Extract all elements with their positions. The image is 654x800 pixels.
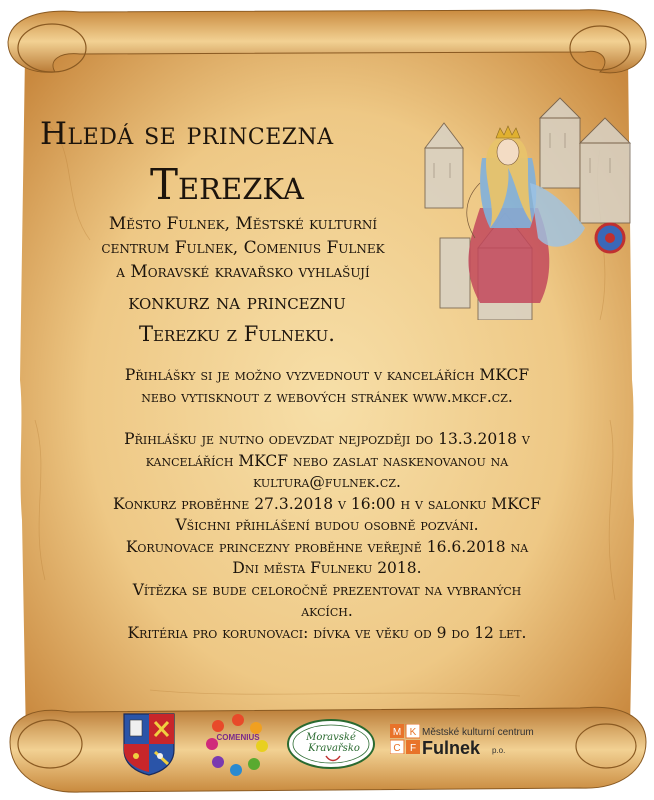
body-line: Všichni přihlášení budou osobně pozváni.: [175, 516, 479, 534]
fulnek-coat-of-arms-logo: [122, 712, 176, 776]
contest-heading-line-1: konkurz na princeznu: [128, 290, 346, 314]
body-line: kancelářích MKCF nebo zaslat naskenovanou na: [145, 451, 509, 470]
intro-line: Město Fulnek, Městské kulturní: [108, 214, 378, 234]
mkcf-suffix: p.o.: [492, 746, 506, 755]
mkcf-logo: [390, 724, 420, 754]
body-line: Dni města Fulneku 2018.: [232, 559, 422, 577]
mkcf-letter: C: [393, 743, 401, 754]
body-line: Přihlášku je nutno odevzdat nejpozději do 13.3.2018 v: [124, 430, 530, 448]
title-line-2: Terezka: [150, 160, 304, 209]
body-line: Vítězka se bude celoročně prezentovat na vybraných: [132, 580, 522, 599]
mkcf-logo-mark: [390, 724, 420, 754]
mkcf-letter: M: [392, 727, 402, 738]
organizers-intro: [58, 212, 428, 284]
contest-heading-line-2: Terezku z Fulneku.: [139, 322, 335, 346]
paragraph-gap: [40, 408, 614, 429]
moravske-logo-line-2: Kravařsko: [308, 743, 360, 754]
body-line: Konkurz proběhne 27.3.2018 v 16:00 h v salonku MKCF: [113, 494, 541, 513]
mkcf-name: Fulnek: [422, 738, 481, 758]
mkcf-letter: F: [409, 743, 417, 754]
moravske-kravarsko-logo: [286, 718, 376, 770]
comenius-logo-text: COMENIUS: [216, 733, 260, 742]
body-line: kultura@fulnek.cz.: [253, 473, 401, 491]
body-line: Kritéria pro korunovaci: dívka ve věku od 9 do 12 let.: [127, 623, 527, 642]
comenius-fulnek-logo: [204, 710, 272, 778]
body-line: Přihlášky si je možno vyzvednout v kancelářích MKCF: [124, 366, 530, 384]
intro-line: centrum Fulnek, Comenius Fulnek: [101, 238, 385, 258]
body-line: akcích.: [301, 602, 353, 620]
mkcf-caption: Městské kulturní centrum: [422, 727, 534, 738]
body-line: Korunovace princezny proběhne veřejně 16.6.2018 na: [125, 537, 529, 556]
sponsor-logos: [0, 700, 654, 780]
title-line-1: Hledá se princezna: [40, 116, 334, 152]
mkcf-letter: K: [409, 727, 417, 738]
body-line: nebo vytisknout z webových stránek www.mkcf.cz.: [141, 387, 513, 406]
moravske-logo-line-1: Moravské: [306, 732, 356, 743]
intro-line: a Moravské kravařsko vyhlašují: [116, 262, 370, 282]
announcement-body: [40, 365, 614, 644]
